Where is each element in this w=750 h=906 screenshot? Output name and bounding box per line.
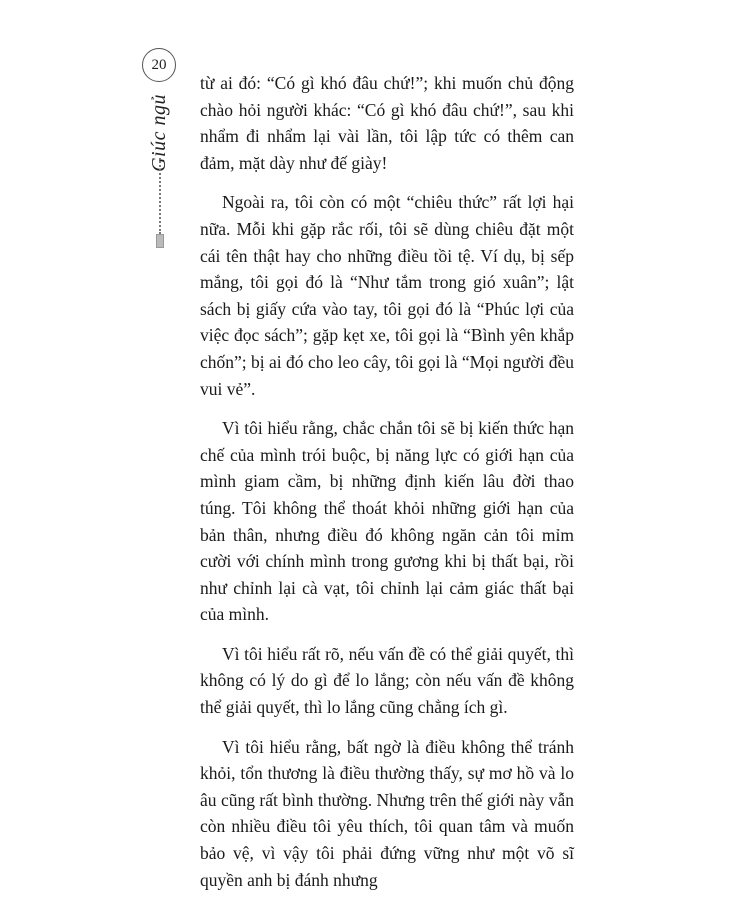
paragraph: Vì tôi hiểu rằng, bất ngờ là điều không thể tránh khỏi, tổn thương là điều thường thấy, sự mơ hồ và lo âu cũng rất bình thường. Nhưng trên thế giới này vẫn còn nhiều điều tôi yêu thích, tôi quan tâm và muốn bảo vệ, vì vậy tôi phải đứng vững như một võ sĩ quyền anh bị đánh nhưng bbox=[200, 736, 574, 890]
paragraph: Vì tôi hiểu rất rõ, nếu vấn đề có thể giải quyết, thì không có lý do gì để lo lắng; còn nếu vấn đề không thể giải quyết, thì lo lắng cũng chẳng ích gì. bbox=[200, 643, 574, 718]
paragraph: Ngoài ra, tôi còn có một “chiêu thức” rất lợi hại nữa. Mỗi khi gặp rắc rối, tôi sẽ dùng chiêu đặt một cái tên thật hay cho những điều tồi tệ. Ví dụ, bị sếp mắng, tôi gọi đó là “Như tắm trong gió xuân”; lật sách bị giấy cứa vào tay, tôi gọi đó là “Phúc lợi của việc đọc sách”; gặp kẹt xe, tôi gọi là “Bình yên khắp chốn”; bị ai đó cho leo cây, tôi gọi là “Mọi người đều vui vẻ”. bbox=[200, 192, 574, 399]
book-title: Giúc ngủ bbox=[148, 94, 170, 172]
decorative-tassel-icon bbox=[156, 234, 164, 248]
body-text bbox=[200, 70, 574, 906]
decorative-dotted-line bbox=[159, 158, 161, 234]
paragraph: Vì tôi hiểu rằng, chắc chắn tôi sẽ bị kiến thức hạn chế của mình trói buộc, bị năng lực có giới hạn của mình giam cầm, bị những định kiến lâu đời thao túng. Tôi không thể thoát khỏi những giới hạn của bản thân, nhưng điều đó không ngăn cản tôi mỉm cười với chính mình trong gương khi bị thất bại, rồi như chỉnh lại cà vạt, tôi chỉnh lại cảm giác thất bại của mình. bbox=[200, 418, 574, 625]
paragraph: từ ai đó: “Có gì khó đâu chứ!”; khi muốn chủ động chào hỏi người khác: “Có gì khó đâu chứ!”, sau khi nhẩm đi nhẩm lại vài lần, tôi lập tức có thêm can đảm, mặt dày như đế giày! bbox=[200, 73, 574, 173]
page-sidebar bbox=[138, 40, 182, 240]
page-number: 20 bbox=[142, 48, 176, 82]
